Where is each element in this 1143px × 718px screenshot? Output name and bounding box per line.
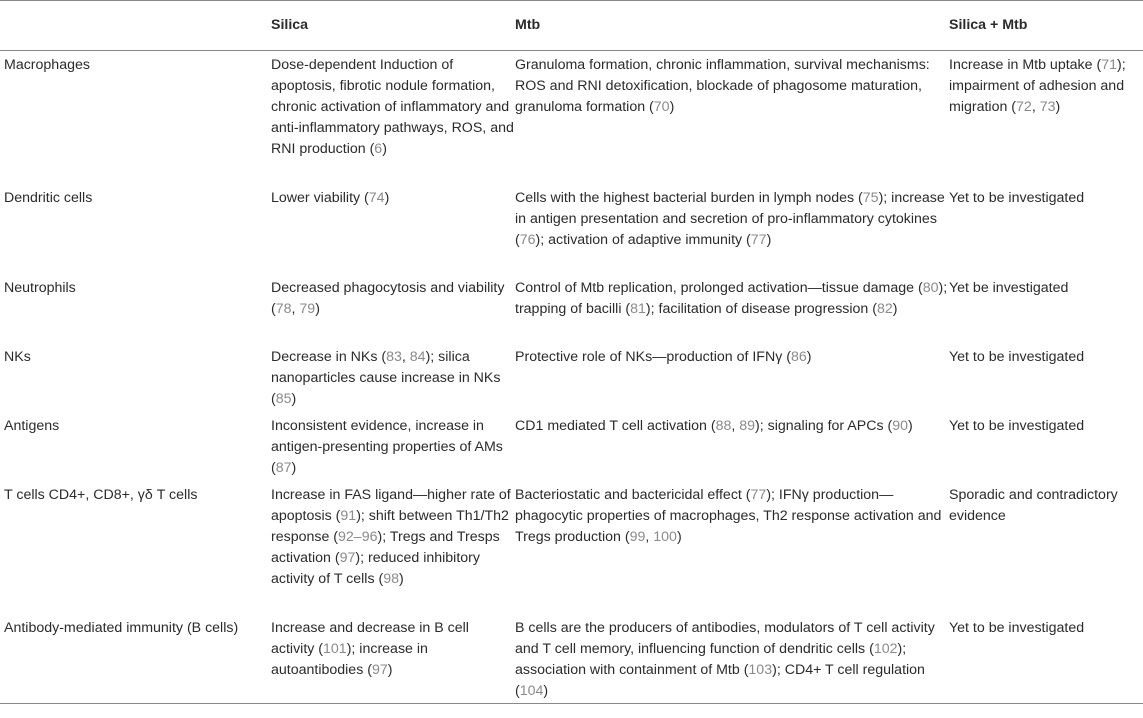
- table-row: [0, 343, 1143, 412]
- cell-text-segment: ): [908, 417, 913, 434]
- citation-ref[interactable]: 72: [1016, 99, 1032, 115]
- header-cell-silica: Silica: [271, 17, 309, 33]
- citation-ref[interactable]: 70: [653, 99, 670, 115]
- cell-text-segment: ,: [645, 528, 654, 545]
- citation-ref[interactable]: 73: [1039, 99, 1056, 115]
- cell-cell-type: [0, 481, 269, 614]
- cell-cell-type: [0, 412, 269, 481]
- cell-silica: [269, 274, 515, 343]
- cell-cell-type: [0, 614, 269, 704]
- citation-ref[interactable]: 99: [629, 528, 646, 545]
- citation-ref[interactable]: 100: [653, 528, 677, 545]
- cell-text-segment: ): [291, 390, 297, 407]
- cell-text-segment: ): [399, 570, 404, 587]
- cell-silica: [269, 51, 515, 184]
- cell-text-segment: ): [382, 141, 387, 157]
- cell-cell-type: [0, 343, 269, 412]
- cell-mtb: [515, 343, 949, 412]
- citation-ref[interactable]: 84: [409, 348, 426, 365]
- citation-ref[interactable]: 77: [750, 486, 767, 503]
- cell-text-segment: Control of Mtb replication, prolonged activation—tissue damage (: [515, 279, 923, 296]
- cell-mtb: [515, 412, 949, 481]
- cell-text-segment: Cells with the highest bacterial burden in lymph nodes (: [515, 189, 863, 206]
- cell-text-segment: Increase and decrease in B cell activity (: [271, 619, 469, 657]
- cell-text-segment: ); association with containment of Mtb (: [515, 640, 907, 678]
- table-body: [0, 51, 1143, 704]
- cell-mtb: [515, 614, 949, 704]
- cell-text-segment: ); activation of adaptive immunity (: [535, 231, 751, 248]
- citation-ref[interactable]: 101: [323, 640, 347, 657]
- cell-mtb: [515, 274, 949, 343]
- table-row: [0, 274, 1143, 343]
- cell-text-segment: ,: [1031, 99, 1040, 115]
- cell-text-segment: Granuloma formation, chronic inflammation, survival mechanisms: ROS and RNI detoxification, blockade of phagosome maturation, granuloma formation (: [515, 57, 930, 115]
- citation-ref[interactable]: 104: [519, 682, 544, 699]
- cell-text-segment: Decreased phagocytosis and viability (: [271, 279, 505, 317]
- cell-text-segment: Lower viability (: [271, 189, 369, 206]
- header-cell-cell-type: [0, 1, 269, 51]
- cell-text-segment: Dose-dependent Induction of apoptosis, fibrotic nodule formation, chronic activation of inflammatory and anti-inflammatory pathways, ROS, and RNI production (: [271, 57, 514, 157]
- cell-text-segment: ): [543, 682, 549, 699]
- cell-text-segment: ): [766, 231, 772, 248]
- cell-text-segment: Yet to be investigated: [949, 348, 1085, 365]
- cell-mtb: [515, 184, 949, 274]
- cell-text-segment: ); Tregs and Tresps activation (: [271, 528, 500, 566]
- table-row: [0, 412, 1143, 481]
- cell-text-segment: Sporadic and contradictory evidence: [949, 486, 1118, 524]
- cell-text-segment: ); signaling for APCs (: [755, 417, 893, 434]
- citation-ref[interactable]: 89: [739, 417, 756, 434]
- cell-text-segment: ); CD4+ T cell regulation (: [515, 661, 925, 699]
- cell-cell-type: [0, 274, 269, 343]
- cell-text-segment: ); increase in antigen presentation and secretion of pro-inflammatory cytokines (: [515, 189, 945, 248]
- cell-silica: [269, 614, 515, 704]
- cell-text-segment: T cells CD4+, CD8+, γδ T cells: [4, 486, 198, 503]
- cell-text-segment: ): [676, 528, 682, 545]
- cell-text-segment: ); trapping of bacilli (: [515, 279, 948, 317]
- cell-text-segment: Increase in Mtb uptake (: [949, 57, 1102, 73]
- cell-text-segment: ): [387, 661, 393, 678]
- cell-mtb: [515, 51, 949, 184]
- cell-text-segment: ): [806, 348, 812, 365]
- citation-ref[interactable]: 97: [339, 549, 356, 566]
- citation-ref[interactable]: 102: [873, 640, 898, 657]
- cell-text-segment: ); silica nanoparticles cause increase in NKs (: [271, 348, 501, 407]
- cell-silica: [269, 184, 515, 274]
- cell-text-segment: Decrease in NKs (: [271, 348, 387, 365]
- citation-ref[interactable]: 103: [748, 661, 773, 678]
- cell-text-segment: NKs: [4, 348, 31, 365]
- cell-text-segment: ,: [291, 300, 300, 317]
- cell-text-segment: ): [1055, 99, 1061, 115]
- cell-cell-type: [0, 51, 269, 184]
- cell-text-segment: Antigens: [4, 417, 60, 434]
- cell-text-segment: Yet be investigated: [949, 279, 1069, 296]
- citation-ref[interactable]: 71: [1101, 57, 1117, 73]
- cell-text-segment: CD1 mediated T cell activation (: [515, 417, 716, 434]
- cell-silica-mtb: [949, 274, 1143, 343]
- header-row: [0, 1, 1143, 51]
- cell-text-segment: B cells are the producers of antibodies, modulators of T cell activity and T cell memory, influencing function of dendritic cells (: [515, 619, 935, 657]
- cell-text-segment: ): [384, 189, 390, 206]
- cell-text-segment: Antibody-mediated immunity (B cells): [4, 619, 239, 636]
- cell-silica-mtb: [949, 614, 1143, 704]
- cell-text-segment: ); increase in autoantibodies (: [271, 640, 428, 678]
- citation-ref[interactable]: 86: [790, 348, 807, 365]
- header-cell-mtb: Mtb: [515, 17, 541, 33]
- citation-ref[interactable]: 80: [922, 279, 939, 296]
- cell-cell-type: [0, 184, 269, 274]
- citation-ref[interactable]: 79: [299, 300, 316, 317]
- cell-text-segment: Increase in FAS ligand—higher rate of apoptosis (: [271, 486, 511, 524]
- cell-text-segment: ,: [401, 348, 410, 365]
- cell-silica-mtb: [949, 51, 1143, 184]
- citation-ref[interactable]: 77: [750, 231, 767, 248]
- cell-silica-mtb: [949, 184, 1143, 274]
- cell-silica: [269, 412, 515, 481]
- citation-ref[interactable]: 82: [876, 300, 893, 317]
- citation-ref[interactable]: 92–96: [338, 528, 378, 545]
- cell-silica-mtb: [949, 412, 1143, 481]
- cell-silica-mtb: [949, 481, 1143, 614]
- cell-mtb: [515, 481, 949, 614]
- cell-text-segment: ); impairment of adhesion and migration (: [949, 57, 1126, 115]
- cell-silica: [269, 481, 515, 614]
- cell-silica: [269, 343, 515, 412]
- citation-ref[interactable]: 88: [715, 417, 732, 434]
- table-row: [0, 614, 1143, 704]
- cell-text-segment: Dendritic cells: [4, 189, 93, 206]
- cell-text-segment: Protective role of NKs—production of IFNγ (: [515, 348, 791, 365]
- cell-silica-mtb: [949, 343, 1143, 412]
- citation-ref[interactable]: 83: [386, 348, 402, 365]
- citation-ref[interactable]: 76: [519, 231, 536, 248]
- citation-ref[interactable]: 90: [892, 417, 908, 434]
- table-row: [0, 184, 1143, 274]
- cell-text-segment: ); shift between Th1/Th2 response (: [271, 507, 509, 545]
- cell-text-segment: Neutrophils: [4, 279, 76, 296]
- cell-text-segment: Yet to be investigated: [949, 189, 1085, 206]
- citation-ref[interactable]: 91: [340, 507, 357, 524]
- citation-ref[interactable]: 87: [275, 459, 292, 476]
- citation-ref[interactable]: 6: [374, 141, 383, 157]
- cell-text-segment: Macrophages: [4, 57, 90, 73]
- citation-ref[interactable]: 75: [862, 189, 879, 206]
- citation-ref[interactable]: 78: [275, 300, 292, 317]
- cell-text-segment: ): [291, 459, 297, 476]
- citation-ref[interactable]: 98: [383, 570, 399, 587]
- table-row: [0, 51, 1143, 184]
- cell-text-segment: Inconsistent evidence, increase in antigen-presenting properties of AMs (: [271, 417, 503, 476]
- cell-text-segment: Bacteriostatic and bactericidal effect (: [515, 486, 751, 503]
- cell-text-segment: ); reduced inhibitory activity of T cells (: [271, 549, 480, 587]
- citation-ref[interactable]: 97: [371, 661, 388, 678]
- citation-ref[interactable]: 81: [630, 300, 646, 317]
- cell-text-segment: ): [892, 300, 898, 317]
- cell-text-segment: Yet to be investigated: [949, 619, 1085, 636]
- cell-text-segment: ): [669, 99, 675, 115]
- cell-text-segment: ); facilitation of disease progression (: [645, 300, 877, 317]
- header-cell-silica-mtb: Silica + Mtb: [949, 17, 1028, 33]
- citation-ref[interactable]: 85: [275, 390, 292, 407]
- cell-text-segment: ): [315, 300, 320, 317]
- citation-ref[interactable]: 74: [368, 189, 385, 206]
- table-row: [0, 481, 1143, 614]
- cell-text-segment: ,: [731, 417, 740, 434]
- cell-text-segment: Yet to be investigated: [949, 417, 1085, 434]
- cell-text-segment: ); IFNγ production—phagocytic properties of macrophages, Th2 response activation and Tregs production (: [515, 486, 942, 545]
